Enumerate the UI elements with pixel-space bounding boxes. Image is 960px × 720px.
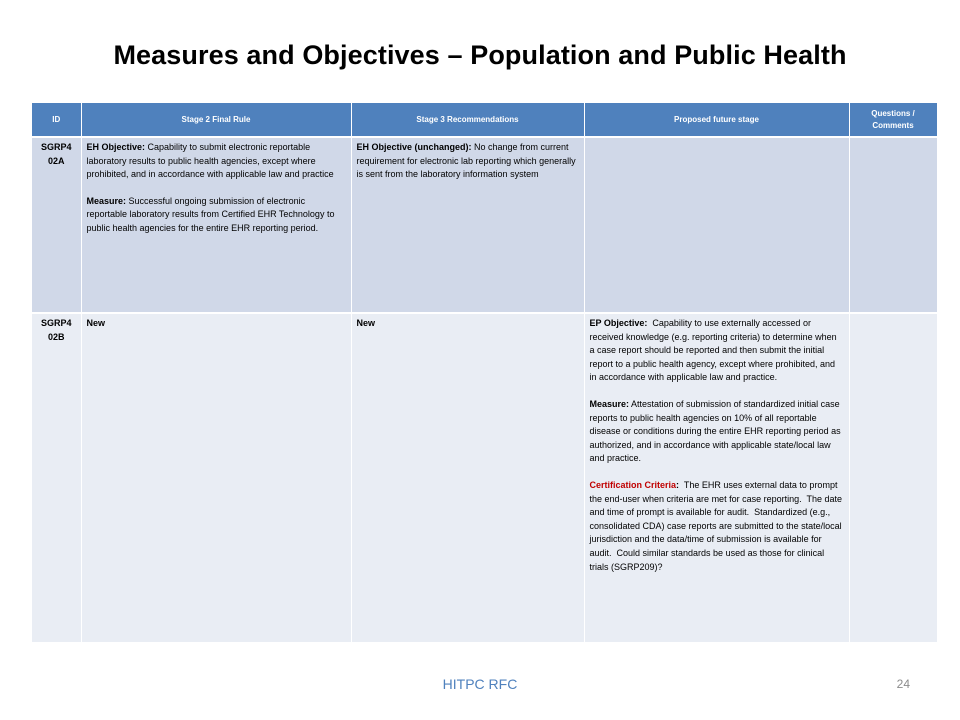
- header-stage3: Stage 3 Recommendations: [351, 103, 584, 137]
- certification-text: The EHR uses external data to prompt the end-user when criteria are met for case reporting. The date and time of prompt is available for audit. Standardized (e.g., consolidated CDA) case reports are submitted to the state/local jurisdiction and the data/time of submission is available for audit. Could similar standards be used as those for clinical trials (SGRP209)?: [589, 479, 845, 572]
- measure-paragraph: [87, 195, 346, 236]
- table-header-row: [32, 103, 937, 137]
- objective-text: No change from current requirement for electronic lab reporting which generally is sent from the laboratory information system: [356, 142, 576, 180]
- measure-paragraph: [590, 398, 844, 466]
- certification-label: Certification Criteria: [589, 479, 677, 490]
- stage3-cell: New: [351, 313, 584, 642]
- future-cell: [584, 137, 849, 313]
- footer-label: HITPC RFC: [442, 676, 518, 692]
- comments-cell: [849, 313, 937, 642]
- stage2-cell: New: [81, 313, 351, 642]
- header-stage2: Stage 2 Final Rule: [81, 103, 351, 137]
- objective-label: EH Objective:: [86, 142, 146, 152]
- objective-text: Capability to submit electronic reportable laboratory results to public health agencies, except where prohibited, and in accordance with applicable law and practice: [86, 142, 334, 180]
- table-row: [32, 313, 937, 642]
- objective-paragraph: [590, 317, 844, 385]
- objective-text: Capability to use externally accessed or received knowledge (e.g. reporting criteria) to determine when a case report should be reported and then submit the initial report to a public health agency, except where prohibited, and in accordance with applicable law and practice.: [589, 318, 840, 383]
- measure-label: Measure:: [589, 398, 630, 409]
- slide-title: Measures and Objectives – Population and Public Health: [113, 40, 847, 70]
- measures-table: [32, 103, 938, 642]
- row-id: SGRP4 02A: [32, 137, 81, 313]
- row-id: SGRP4 02B: [32, 313, 81, 642]
- stage2-cell: [81, 137, 351, 313]
- future-cell: [584, 313, 849, 642]
- certification-paragraph: [590, 479, 844, 574]
- stage3-cell: [351, 137, 584, 313]
- comments-cell: [849, 137, 937, 313]
- measure-text: Successful ongoing submission of electronic reportable laboratory results from Certified EHR Technology to public health agencies for the entire EHR reporting period.: [86, 195, 335, 233]
- certification-colon: :: [676, 479, 680, 490]
- measure-label: Measure:: [86, 195, 127, 206]
- measure-text: Attestation of submission of standardized initial case reports to public health agencies on 10% of all reportable disease or conditions during the entire EHR reporting period as authorized, and in accordance with applicable state/local law and practice.: [589, 398, 841, 464]
- table-row: [32, 137, 937, 313]
- header-id: ID: [32, 103, 81, 137]
- page-number: 24: [896, 677, 910, 691]
- objective-label: EH Objective (unchanged):: [356, 142, 472, 152]
- objective-label: EP Objective:: [589, 318, 648, 328]
- header-comments: Questions / Comments: [849, 103, 937, 137]
- objective-paragraph: [87, 141, 346, 182]
- header-future: Proposed future stage: [584, 103, 849, 137]
